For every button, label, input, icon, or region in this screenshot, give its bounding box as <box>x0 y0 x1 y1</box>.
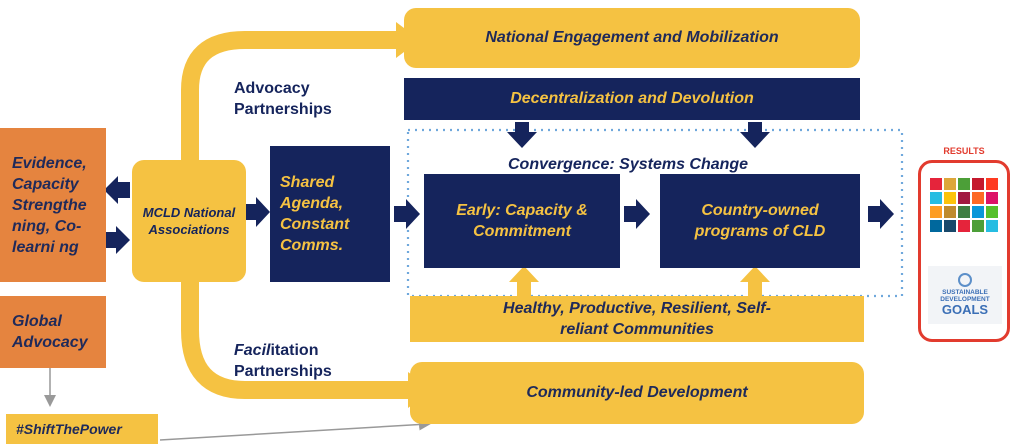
sdg-tile-icon <box>944 178 956 190</box>
sdg-tile-icon <box>930 220 942 232</box>
global-advocacy-box: Global Advocacy <box>0 296 106 368</box>
sdg-logo-line2: DEVELOPMENT <box>940 296 990 303</box>
early-capacity-box: Early: Capacity & Commitment <box>424 174 620 268</box>
facilitation-prefix: Facil <box>234 342 271 359</box>
sdg-logo <box>928 266 1002 324</box>
sdg-tile-icon <box>944 192 956 204</box>
sdg-tile-icon <box>930 192 942 204</box>
healthy-up-arrow-2 <box>740 266 770 296</box>
sdg-tile-icon <box>986 178 998 190</box>
sdg-tile-icon <box>930 206 942 218</box>
sdg-tile-icon <box>986 192 998 204</box>
sdg-logo-line3: GOALS <box>941 302 989 317</box>
decentral-down-arrow-2 <box>740 122 770 148</box>
national-engagement-box: National Engagement and Mobilization <box>404 8 860 68</box>
country-owned-box: Country-owned programs of CLD <box>660 174 860 268</box>
community-led-box: Community-led Development <box>410 362 864 424</box>
healthy-up-arrow-1 <box>509 266 539 296</box>
advocacy-partnerships-label: Advocacy Partnerships <box>234 80 332 118</box>
sdg-tile-icon <box>958 220 970 232</box>
sdg-icon-grid <box>930 178 1000 232</box>
mcld-box: MCLD National Associations <box>132 160 246 282</box>
facilitation-partnerships-label <box>234 340 354 382</box>
shared-agenda-box: Shared Agenda, Constant Comms. <box>270 146 390 282</box>
sdg-tile-icon <box>958 178 970 190</box>
decentral-down-arrow-1 <box>507 122 537 148</box>
healthy-communities-box: Healthy, Productive, Resilient, Self-reliant Communities <box>410 296 864 342</box>
sdg-tile-icon <box>986 206 998 218</box>
arrow-to-evidence <box>104 176 130 204</box>
shift-to-community-line <box>160 424 428 440</box>
convergence-title: Convergence: Systems Change <box>508 156 749 173</box>
sdg-tile-icon <box>958 206 970 218</box>
arrow-to-mcld <box>104 226 130 254</box>
decentralization-box: Decentralization and Devolution <box>404 78 860 120</box>
un-globe-icon <box>958 273 972 287</box>
sdg-tile-icon <box>986 220 998 232</box>
sdg-tile-icon <box>930 178 942 190</box>
arrow-to-country-owned <box>624 199 650 229</box>
arrow-to-early <box>394 199 420 229</box>
sdg-logo-line1: SUSTAINABLE <box>942 289 988 296</box>
sdg-tile-icon <box>944 220 956 232</box>
sdg-tile-icon <box>972 192 984 204</box>
shift-the-power-box: #ShiftThePower <box>6 414 158 444</box>
sdg-tile-icon <box>944 206 956 218</box>
sdg-tile-icon <box>972 178 984 190</box>
arrow-to-results <box>868 199 894 229</box>
sdg-tile-icon <box>972 206 984 218</box>
results-title: RESULTS <box>943 146 985 156</box>
arrow-to-shared-agenda <box>246 197 270 227</box>
evidence-box: Evidence, Capacity Strengthe ning, Co-learni ng <box>0 128 106 282</box>
sdg-tile-icon <box>972 220 984 232</box>
sdg-tile-icon <box>958 192 970 204</box>
facilitation-rest: itation Partnerships <box>234 342 332 380</box>
